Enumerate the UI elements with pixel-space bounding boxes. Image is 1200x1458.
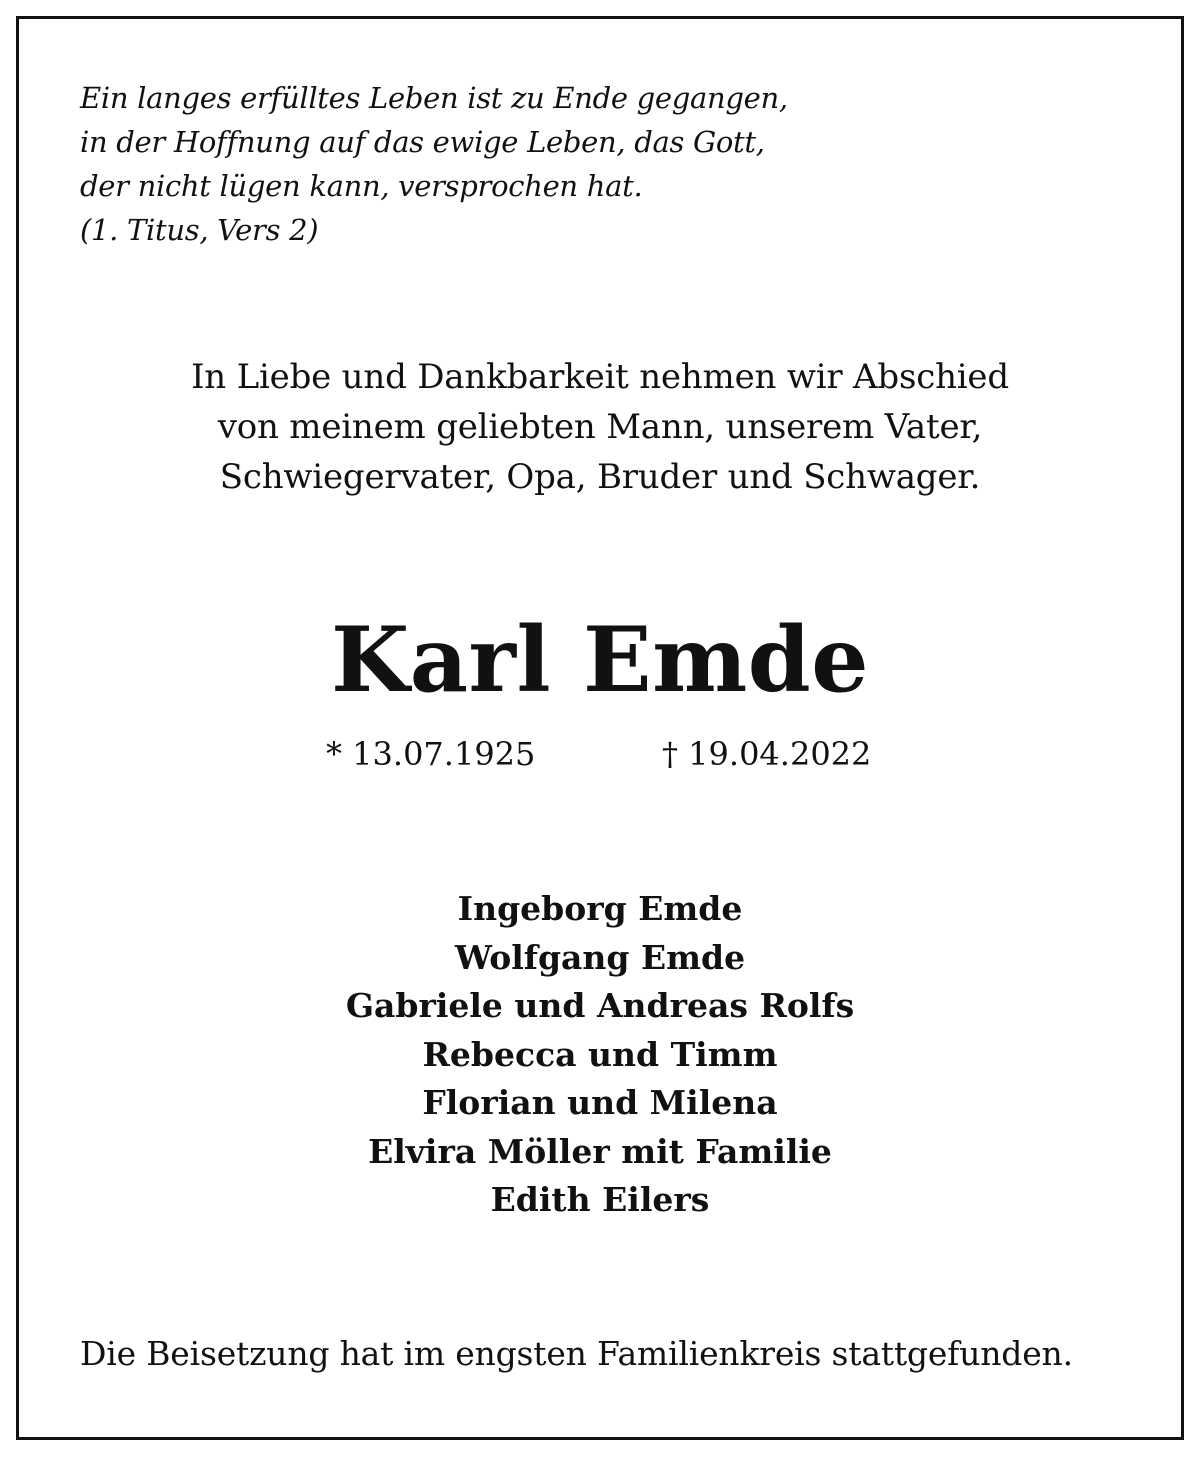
verse-line: Ein langes erfülltes Leben ist zu Ende gegangen,	[80, 81, 788, 115]
farewell-text	[0, 352, 1200, 502]
verse-line: der nicht lügen kann, versprochen hat.	[80, 169, 643, 203]
mourner-name: Wolfgang Emde	[454, 937, 746, 977]
verse-line: in der Hoffnung auf das ewige Leben, das Gott,	[80, 125, 765, 159]
mourner-name: Rebecca und Timm	[422, 1034, 778, 1074]
birth-date: * 13.07.1925	[326, 735, 536, 773]
farewell-line: In Liebe und Dankbarkeit nehmen wir Abschied	[191, 357, 1009, 397]
mourner-name: Gabriele und Andreas Rolfs	[345, 986, 855, 1025]
deceased-name: Karl Emde	[331, 607, 869, 713]
burial-note: Die Beisetzung hat im engsten Familienkreis stattgefunden.	[80, 1334, 1073, 1373]
farewell-line: von meinem geliebten Mann, unserem Vater,	[217, 407, 983, 447]
death-date: † 19.04.2022	[662, 735, 872, 773]
mourners-list	[0, 885, 1200, 1225]
mourner-name: Florian und Milena	[422, 1083, 778, 1122]
verse-citation: (1. Titus, Vers 2)	[80, 213, 319, 247]
mourner-name: Elvira Möller mit Familie	[368, 1131, 832, 1171]
bible-verse	[80, 76, 788, 252]
farewell-line: Schwiegervater, Opa, Bruder und Schwager.	[219, 457, 981, 497]
mourner-name: Edith Eilers	[490, 1180, 710, 1219]
mourner-name: Ingeborg Emde	[457, 889, 743, 928]
